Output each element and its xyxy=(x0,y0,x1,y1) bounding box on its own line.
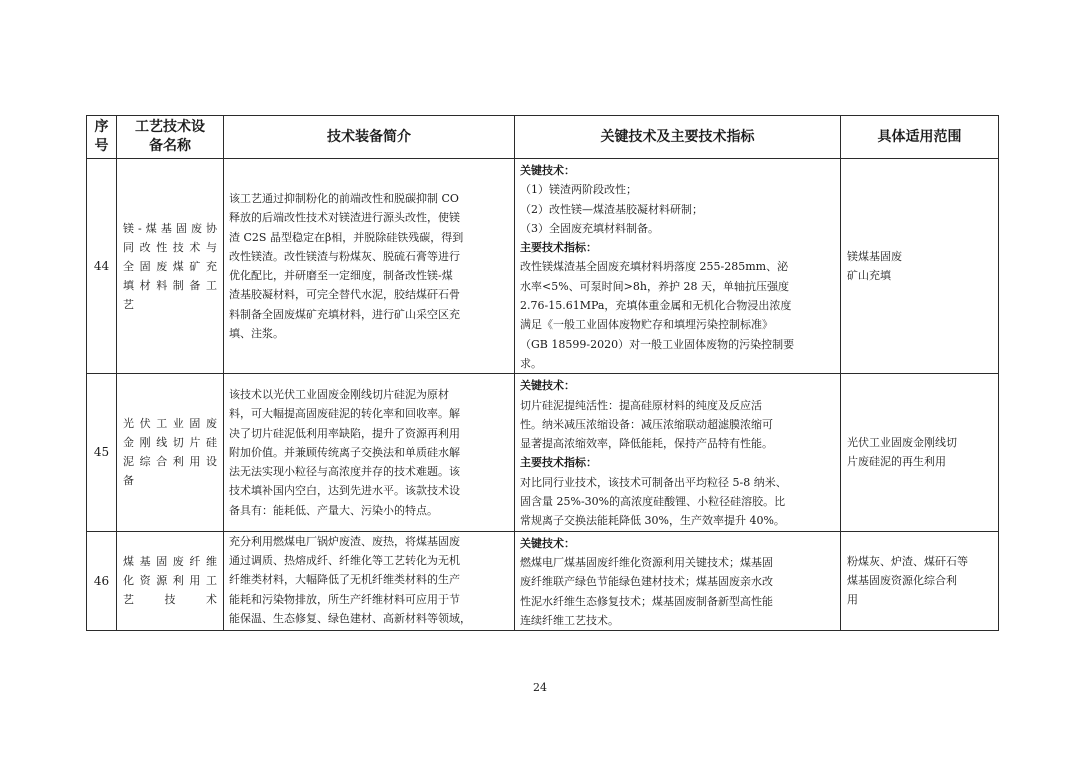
key-tech-line: （1）镁渣两阶段改性； xyxy=(520,183,637,197)
brief-line: 渣 C2S 晶型稳定在β相，并脱除硅铁残碳，得到 xyxy=(229,230,464,244)
brief-line: 该工艺通过抑制粉化的前端改性和脱碳抑制 CO xyxy=(229,191,459,205)
brief-line: 优化配比，并研磨至一定细度，制备改性镁-煤 xyxy=(229,269,453,283)
indicator-line: 常规离子交换法能耗降低 30%，生产效率提升 40%。 xyxy=(520,514,785,528)
indicator-line: 固含量 25%-30%的高浓度硅酸锂、小粒径硅溶胶。比 xyxy=(520,495,786,509)
brief-line: 料，可大幅提高固废硅泥的转化率和回收率。解 xyxy=(229,407,460,421)
table-header xyxy=(87,116,999,159)
brief-line: 纤维类材料，大幅降低了无机纤维类材料的生产 xyxy=(229,573,460,587)
header-brief: 技术装备简介 xyxy=(224,116,515,159)
brief-cell xyxy=(224,159,515,374)
process-name-line: 化资源利用工 xyxy=(123,574,217,588)
brief-line: 释放的后端改性技术对镁渣进行源头改性，使镁 xyxy=(229,211,460,225)
process-name-line: 艺 xyxy=(123,297,134,311)
key-tech-line: 性泥水纤维生态修复技术；煤基固废制备新型高性能 xyxy=(520,594,773,608)
key-tech-line: 废纤维联产绿色节能绿色建材技术；煤基固废亲水改 xyxy=(520,575,773,589)
technology-table xyxy=(86,115,999,631)
process-name-line: 镁-煤基固废协 xyxy=(123,221,217,235)
brief-line: 改性镁渣。改性镁渣与粉煤灰、脱硫石膏等进行 xyxy=(229,249,460,263)
key-tech-line: （2）改性镁—煤渣基胶凝材料研制； xyxy=(520,202,703,216)
key-tech-line: 燃煤电厂煤基固废纤维化资源利用关键技术；煤基固 xyxy=(520,555,773,569)
key-tech-cell xyxy=(515,531,841,630)
header-process-name-line-1: 工艺技术设 xyxy=(135,119,205,135)
key-tech-line: 显著提高浓缩效率，降低能耗，保持产品特有性能。 xyxy=(520,437,773,451)
scope-line: 用 xyxy=(847,593,858,607)
key-tech-heading: 关键技术： xyxy=(520,536,575,550)
key-tech-line: （3）全固废充填材料制备。 xyxy=(520,221,659,235)
table-row xyxy=(87,531,999,630)
page-number: 24 xyxy=(533,681,547,694)
key-tech-line: 连续纤维工艺技术。 xyxy=(520,613,619,627)
process-name-line: 艺技术 xyxy=(123,593,217,607)
brief-line: 备具有：能耗低、产量大、污染小的特点。 xyxy=(229,503,438,517)
brief-line: 能保温、生态修复、绿色建材、高新材料等领域， xyxy=(229,611,471,625)
header-serial-no-line-1: 序 xyxy=(94,119,109,135)
table-body xyxy=(87,159,999,631)
brief-line: 渣基胶凝材料，可完全替代水泥，胶结煤矸石骨 xyxy=(229,288,460,302)
indicators-heading: 主要技术指标： xyxy=(520,456,597,470)
process-name-line: 全固废煤矿充 xyxy=(123,259,217,273)
header-serial-no xyxy=(87,116,117,159)
brief-line: 附加价值。并兼顾传统离子交换法和单质硅水解 xyxy=(229,445,460,459)
brief-line: 技术填补国内空白，达到先进水平。该款技术设 xyxy=(229,484,460,498)
serial-number-cell: 45 xyxy=(87,374,117,531)
brief-line: 填、注浆。 xyxy=(229,327,284,341)
process-name-cell xyxy=(117,531,224,630)
process-name-line: 金刚线切片硅 xyxy=(123,436,217,450)
scope-line: 光伏工业固废金刚线切 xyxy=(847,436,957,450)
header-process-name xyxy=(117,116,224,159)
key-tech-cell xyxy=(515,159,841,374)
process-name-line: 泥综合利用设 xyxy=(123,455,217,469)
brief-line: 法无法实现小粒径与高浓度并存的技术难题。该 xyxy=(229,465,460,479)
brief-line: 该技术以光伏工业固废金刚线切片硅泥为原材 xyxy=(229,387,449,401)
process-name-cell xyxy=(117,374,224,531)
key-tech-heading: 关键技术： xyxy=(520,379,575,393)
process-name-line: 备 xyxy=(123,474,134,488)
brief-cell xyxy=(224,374,515,531)
header-key-tech: 关键技术及主要技术指标 xyxy=(515,116,841,159)
brief-line: 料制备全固废煤矿充填材料，进行矿山采空区充 xyxy=(229,307,460,321)
scope-cell xyxy=(841,159,999,374)
process-name-cell xyxy=(117,159,224,374)
serial-number-cell: 44 xyxy=(87,159,117,374)
scope-line: 片废硅泥的再生利用 xyxy=(847,455,946,469)
header-process-name-line-2: 备名称 xyxy=(149,138,191,154)
table-row xyxy=(87,159,999,374)
key-tech-cell xyxy=(515,374,841,531)
header-serial-no-line-2: 号 xyxy=(94,138,109,154)
scope-line: 镁煤基固废 xyxy=(847,250,902,264)
scope-line: 矿山充填 xyxy=(847,269,891,283)
table-row xyxy=(87,374,999,531)
brief-line: 决了切片硅泥低利用率缺陷，提升了资源再利用 xyxy=(229,426,460,440)
indicator-line: 求。 xyxy=(520,356,542,370)
scope-cell xyxy=(841,531,999,630)
scope-line: 煤基固废资源化综合利 xyxy=(847,574,957,588)
brief-cell xyxy=(224,531,515,630)
brief-line: 能耗和污染物排放，所生产纤维材料可应用于节 xyxy=(229,592,460,606)
key-tech-line: 性。纳米减压浓缩设备：减压浓缩联动超滤膜浓缩可 xyxy=(520,417,773,431)
indicator-line: 对比同行业技术，该技术可制备出平均粒径 5-8 纳米、 xyxy=(520,475,787,489)
process-name-line: 光伏工业固废 xyxy=(123,417,217,431)
scope-line: 粉煤灰、炉渣、煤矸石等 xyxy=(847,555,968,569)
process-name-line: 同改性技术与 xyxy=(123,240,217,254)
indicator-line: （GB 18599-2020）对一般工业固体废物的污染控制要 xyxy=(520,337,795,351)
indicators-heading: 主要技术指标： xyxy=(520,241,597,255)
key-tech-heading: 关键技术： xyxy=(520,164,575,177)
header-scope: 具体适用范围 xyxy=(841,116,999,159)
indicator-line: 改性镁煤渣基全固废充填材料坍落度 255-285mm、泌 xyxy=(520,260,789,274)
indicator-line: 满足《一般工业固体废物贮存和填埋污染控制标准》 xyxy=(520,318,773,332)
serial-number-cell: 46 xyxy=(87,531,117,630)
process-name-line: 煤基固废纤维 xyxy=(123,555,217,569)
scope-cell xyxy=(841,374,999,531)
indicator-line: 水率<5%、可泵时间>8h，养护 28 天，单轴抗压强度 xyxy=(520,279,789,293)
key-tech-line: 切片硅泥提纯活性：提高硅原材料的纯度及反应活 xyxy=(520,398,762,412)
process-name-line: 填材料制备工 xyxy=(123,278,217,292)
indicator-line: 2.76-15.61MPa，充填体重金属和无机化合物浸出浓度 xyxy=(520,299,792,313)
brief-line: 充分利用燃煤电厂锅炉废渣、废热，将煤基固废 xyxy=(229,534,460,548)
brief-line: 通过调质、热熔成纤、纤维化等工艺转化为无机 xyxy=(229,553,460,567)
header-row xyxy=(87,116,999,159)
